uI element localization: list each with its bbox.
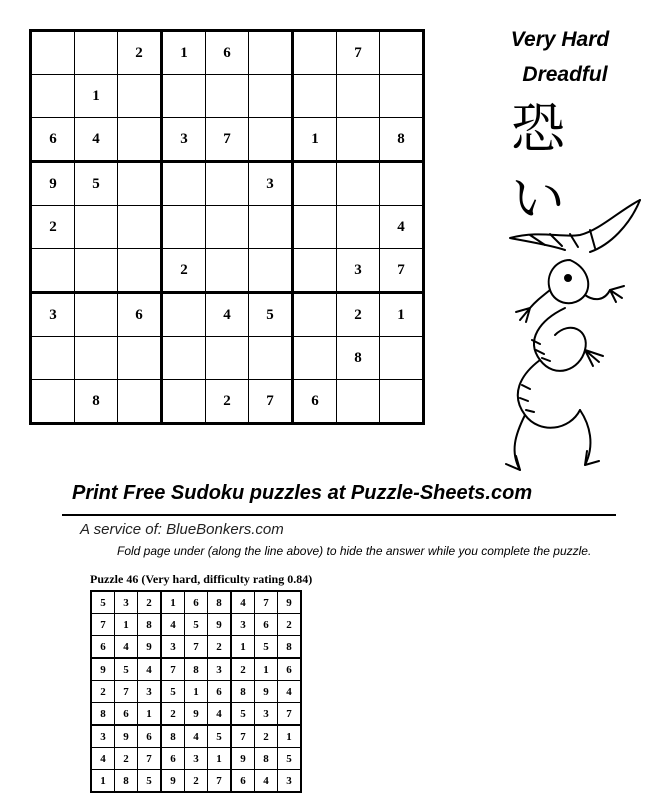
puzzle-cell (162, 75, 206, 118)
solution-row (91, 658, 301, 681)
solution-row (91, 614, 301, 636)
puzzle-row (31, 249, 424, 293)
solution-cell: 6 (91, 636, 115, 659)
puzzle-cell: 2 (31, 206, 75, 249)
puzzle-cell: 2 (118, 31, 162, 75)
solution-cell: 9 (278, 591, 302, 614)
puzzle-cell: 6 (118, 293, 162, 337)
dragon-illustration-icon (470, 190, 660, 480)
solution-cell: 7 (208, 770, 232, 793)
difficulty-subtitle: Dreadful (522, 63, 608, 86)
puzzle-cell: 4 (75, 118, 118, 162)
solution-row (91, 770, 301, 793)
puzzle-cell (380, 380, 424, 424)
solution-cell: 7 (161, 658, 185, 681)
puzzle-cell (162, 206, 206, 249)
solution-cell: 8 (91, 703, 115, 726)
puzzle-cell (380, 31, 424, 75)
solution-cell: 3 (185, 748, 208, 770)
solution-cell: 4 (255, 770, 278, 793)
solution-cell: 9 (115, 725, 138, 748)
puzzle-cell (75, 337, 118, 380)
solution-row (91, 725, 301, 748)
solution-cell: 6 (138, 725, 162, 748)
fold-instruction: Fold page under (along the line above) to hide the answer while you complete the puzzle. (117, 544, 592, 558)
puzzle-cell (293, 249, 337, 293)
puzzle-cell: 6 (31, 118, 75, 162)
puzzle-cell (162, 293, 206, 337)
solution-cell: 3 (161, 636, 185, 659)
puzzle-cell (118, 162, 162, 206)
solution-cell: 9 (161, 770, 185, 793)
solution-cell: 4 (161, 614, 185, 636)
kanji-character-1: 恐 (511, 97, 565, 160)
puzzle-cell: 7 (206, 118, 249, 162)
solution-cell: 9 (138, 636, 162, 659)
solution-cell: 4 (278, 681, 302, 703)
solution-cell: 3 (231, 614, 255, 636)
puzzle-cell: 3 (31, 293, 75, 337)
solution-cell: 1 (278, 725, 302, 748)
puzzle-cell: 5 (75, 162, 118, 206)
solution-cell: 1 (231, 636, 255, 659)
solution-cell: 5 (115, 658, 138, 681)
puzzle-cell (31, 31, 75, 75)
solution-cell: 6 (231, 770, 255, 793)
puzzle-cell (75, 249, 118, 293)
solution-cell: 2 (91, 681, 115, 703)
puzzle-cell (206, 162, 249, 206)
solution-cell: 7 (115, 681, 138, 703)
puzzle-cell (75, 206, 118, 249)
puzzle-cell (206, 249, 249, 293)
solution-cell: 5 (91, 591, 115, 614)
solution-cell: 5 (231, 703, 255, 726)
puzzle-cell (31, 249, 75, 293)
puzzle-cell: 8 (337, 337, 380, 380)
puzzle-cell: 5 (249, 293, 293, 337)
solution-row (91, 748, 301, 770)
puzzle-row (31, 206, 424, 249)
solution-cell: 2 (231, 658, 255, 681)
puzzle-cell (118, 337, 162, 380)
solution-cell: 9 (91, 658, 115, 681)
solution-cell: 5 (255, 636, 278, 659)
puzzle-cell: 1 (293, 118, 337, 162)
puzzle-cell (118, 380, 162, 424)
puzzle-cell: 3 (337, 249, 380, 293)
puzzle-cell (75, 31, 118, 75)
solution-cell: 2 (115, 748, 138, 770)
solution-cell: 6 (255, 614, 278, 636)
solution-cell: 6 (161, 748, 185, 770)
solution-cell: 4 (91, 748, 115, 770)
difficulty-label: Very Hard (510, 28, 610, 51)
solution-cell: 4 (185, 725, 208, 748)
solution-cell: 5 (208, 725, 232, 748)
puzzle-cell: 7 (249, 380, 293, 424)
solution-cell: 8 (231, 681, 255, 703)
solution-cell: 3 (138, 681, 162, 703)
solution-cell: 7 (231, 725, 255, 748)
solution-cell: 8 (161, 725, 185, 748)
puzzle-cell (380, 162, 424, 206)
puzzle-cell (206, 206, 249, 249)
puzzle-cell (293, 206, 337, 249)
puzzle-cell (249, 337, 293, 380)
puzzle-cell: 1 (162, 31, 206, 75)
solution-row (91, 591, 301, 614)
solution-cell: 3 (208, 658, 232, 681)
puzzle-cell: 2 (206, 380, 249, 424)
puzzle-cell (162, 162, 206, 206)
solution-cell: 7 (138, 748, 162, 770)
puzzle-cell (162, 380, 206, 424)
solution-cell: 7 (91, 614, 115, 636)
solution-cell: 9 (208, 614, 232, 636)
solution-cell: 2 (185, 770, 208, 793)
solution-cell: 6 (115, 703, 138, 726)
solution-cell: 9 (185, 703, 208, 726)
puzzle-cell (293, 293, 337, 337)
puzzle-cell (31, 337, 75, 380)
puzzle-row (31, 118, 424, 162)
puzzle-cell (118, 249, 162, 293)
puzzle-cell: 4 (380, 206, 424, 249)
solution-cell: 9 (255, 681, 278, 703)
service-credit: A service of: BlueBonkers.com (80, 521, 284, 538)
puzzle-row (31, 31, 424, 75)
solution-cell: 3 (115, 591, 138, 614)
puzzle-cell: 7 (337, 31, 380, 75)
puzzle-cell: 1 (75, 75, 118, 118)
solution-cell: 1 (115, 614, 138, 636)
solution-cell: 3 (255, 703, 278, 726)
solution-cell: 1 (138, 703, 162, 726)
solution-cell: 8 (138, 614, 162, 636)
solution-cell: 1 (208, 748, 232, 770)
puzzle-cell: 2 (337, 293, 380, 337)
sudoku-solution-grid (90, 590, 302, 793)
puzzle-cell (293, 75, 337, 118)
sudoku-puzzle-grid (29, 29, 425, 425)
puzzle-cell: 7 (380, 249, 424, 293)
solution-cell: 6 (208, 681, 232, 703)
solution-cell: 1 (255, 658, 278, 681)
promo-text: Print Free Sudoku puzzles at Puzzle-Sheets.com (72, 482, 533, 504)
solution-cell: 4 (115, 636, 138, 659)
puzzle-cell: 3 (162, 118, 206, 162)
solution-cell: 8 (278, 636, 302, 659)
puzzle-cell (31, 380, 75, 424)
solution-cell: 4 (138, 658, 162, 681)
solution-caption: Puzzle 46 (Very hard, difficulty rating 0.84) (90, 572, 313, 586)
puzzle-cell (206, 337, 249, 380)
puzzle-cell (337, 162, 380, 206)
puzzle-cell: 8 (380, 118, 424, 162)
kanji-character-2: い (511, 167, 565, 230)
solution-cell: 8 (255, 748, 278, 770)
puzzle-cell (249, 249, 293, 293)
puzzle-cell (293, 162, 337, 206)
puzzle-cell (249, 118, 293, 162)
puzzle-cell (249, 206, 293, 249)
puzzle-cell: 1 (380, 293, 424, 337)
puzzle-cell: 6 (206, 31, 249, 75)
puzzle-cell: 4 (206, 293, 249, 337)
puzzle-cell (337, 118, 380, 162)
solution-cell: 5 (161, 681, 185, 703)
solution-cell: 1 (91, 770, 115, 793)
puzzle-cell (206, 75, 249, 118)
solution-cell: 6 (278, 658, 302, 681)
puzzle-cell (75, 293, 118, 337)
puzzle-cell: 2 (162, 249, 206, 293)
solution-cell: 3 (278, 770, 302, 793)
fold-line (62, 514, 616, 516)
puzzle-row (31, 162, 424, 206)
solution-cell: 9 (231, 748, 255, 770)
puzzle-cell: 3 (249, 162, 293, 206)
solution-cell: 2 (138, 591, 162, 614)
puzzle-cell (118, 75, 162, 118)
solution-cell: 7 (255, 591, 278, 614)
puzzle-cell (162, 337, 206, 380)
solution-cell: 2 (161, 703, 185, 726)
solution-cell: 7 (278, 703, 302, 726)
solution-cell: 7 (185, 636, 208, 659)
puzzle-cell (337, 380, 380, 424)
solution-cell: 6 (185, 591, 208, 614)
solution-cell: 2 (278, 614, 302, 636)
solution-cell: 5 (138, 770, 162, 793)
solution-cell: 5 (278, 748, 302, 770)
solution-cell: 2 (208, 636, 232, 659)
puzzle-cell (380, 337, 424, 380)
puzzle-row (31, 75, 424, 118)
puzzle-cell: 6 (293, 380, 337, 424)
puzzle-cell (293, 337, 337, 380)
puzzle-row (31, 293, 424, 337)
puzzle-cell (337, 75, 380, 118)
puzzle-cell (380, 75, 424, 118)
puzzle-cell: 8 (75, 380, 118, 424)
puzzle-cell (293, 31, 337, 75)
solution-row (91, 636, 301, 659)
solution-cell: 8 (185, 658, 208, 681)
puzzle-cell (118, 206, 162, 249)
puzzle-cell: 9 (31, 162, 75, 206)
solution-cell: 5 (185, 614, 208, 636)
puzzle-row (31, 337, 424, 380)
solution-cell: 3 (91, 725, 115, 748)
puzzle-cell (118, 118, 162, 162)
solution-cell: 1 (161, 591, 185, 614)
solution-cell: 8 (208, 591, 232, 614)
solution-row (91, 703, 301, 726)
solution-cell: 1 (185, 681, 208, 703)
puzzle-cell (31, 75, 75, 118)
puzzle-cell (249, 75, 293, 118)
solution-cell: 8 (115, 770, 138, 793)
puzzle-row (31, 380, 424, 424)
puzzle-cell (337, 206, 380, 249)
puzzle-cell (249, 31, 293, 75)
solution-cell: 2 (255, 725, 278, 748)
solution-cell: 4 (208, 703, 232, 726)
solution-row (91, 681, 301, 703)
solution-cell: 4 (231, 591, 255, 614)
